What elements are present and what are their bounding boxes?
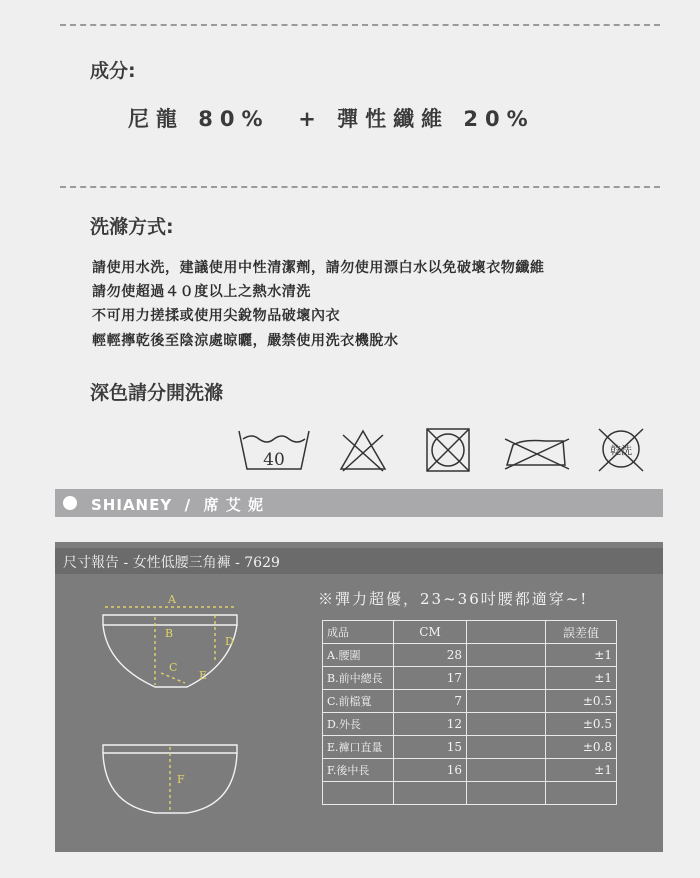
table-row	[323, 667, 617, 690]
composition-heading: 成分:	[90, 60, 136, 82]
table-cell: D.外長	[323, 713, 394, 736]
washing-line-1: 請使用水洗，建議使用中性清潔劑，請勿使用漂白水以免破壞衣物纖維	[92, 260, 545, 276]
no-bleach-icon	[341, 431, 385, 471]
table-cell: 16	[394, 759, 467, 782]
washing-heading: 洗滌方式:	[90, 216, 174, 238]
no-tumble-dry-icon	[427, 429, 469, 471]
size-table	[322, 620, 617, 805]
no-dry-clean-icon	[599, 429, 643, 471]
label-f: F	[177, 773, 185, 786]
table-row	[323, 713, 617, 736]
table-row	[323, 736, 617, 759]
table-cell	[467, 759, 546, 782]
front-view-outline	[103, 615, 237, 687]
table-cell	[323, 782, 394, 805]
table-cell: 15	[394, 736, 467, 759]
table-cell: ±1	[546, 667, 617, 690]
size-report-title: 尺寸報告 - 女性低腰三角褲 - 7629	[63, 555, 280, 571]
label-b: B	[165, 627, 174, 640]
washing-line-2: 請勿使超過４０度以上之熱水清洗	[92, 284, 311, 300]
label-c: C	[169, 661, 178, 674]
brand-bar	[55, 489, 663, 517]
dark-separate-note: 深色請分開洗滌	[90, 382, 224, 404]
wash-40-icon	[239, 431, 309, 470]
size-report-title-bar	[55, 548, 663, 574]
label-a: A	[168, 593, 176, 606]
table-cell: 12	[394, 713, 467, 736]
header-cell: 成品	[323, 621, 394, 644]
table-cell: ±0.8	[546, 736, 617, 759]
care-icons	[233, 425, 653, 477]
table-cell: 7	[394, 690, 467, 713]
table-cell: ±0.5	[546, 713, 617, 736]
table-cell	[467, 667, 546, 690]
table-cell: B.前中總長	[323, 667, 394, 690]
table-cell	[467, 736, 546, 759]
table-row	[323, 690, 617, 713]
garment-diagram	[95, 585, 255, 825]
table-cell	[467, 690, 546, 713]
table-row	[323, 644, 617, 667]
divider-top	[60, 24, 660, 26]
table-cell	[467, 713, 546, 736]
elasticity-note: ※彈力超優，23~36吋腰都適穿~!	[318, 590, 589, 608]
header-cell	[467, 621, 546, 644]
table-cell: 28	[394, 644, 467, 667]
table-cell: ±0.5	[546, 690, 617, 713]
table-cell: A.腰圍	[323, 644, 394, 667]
table-header-row	[323, 621, 617, 644]
header-cell: CM	[394, 621, 467, 644]
table-row	[323, 782, 617, 805]
no-iron-icon	[505, 439, 569, 469]
table-row	[323, 759, 617, 782]
svg-text:40: 40	[263, 450, 285, 470]
bullet-icon	[63, 496, 77, 510]
table-cell: 17	[394, 667, 467, 690]
composition-text: 尼龍 80% + 彈性纖維 20%	[128, 107, 535, 131]
table-cell	[467, 782, 546, 805]
divider-middle	[60, 186, 660, 188]
washing-line-3: 不可用力搓揉或使用尖銳物品破壞內衣	[92, 308, 341, 324]
table-cell	[546, 782, 617, 805]
table-cell	[394, 782, 467, 805]
table-cell: E.褲口直量	[323, 736, 394, 759]
table-cell: C.前檔寬	[323, 690, 394, 713]
table-cell: F.後中長	[323, 759, 394, 782]
brand-name: SHIANEY / 席 艾 妮	[91, 496, 265, 514]
table-cell: ±1	[546, 644, 617, 667]
svg-text:乾洗: 乾洗	[610, 444, 632, 457]
table-cell: ±1	[546, 759, 617, 782]
label-e: E	[199, 669, 208, 682]
header-cell: 誤差值	[546, 621, 617, 644]
label-d: D	[225, 635, 234, 648]
table-cell	[467, 644, 546, 667]
washing-line-4: 輕輕擰乾後至陰涼處晾曬，嚴禁使用洗衣機脫水	[92, 333, 399, 349]
